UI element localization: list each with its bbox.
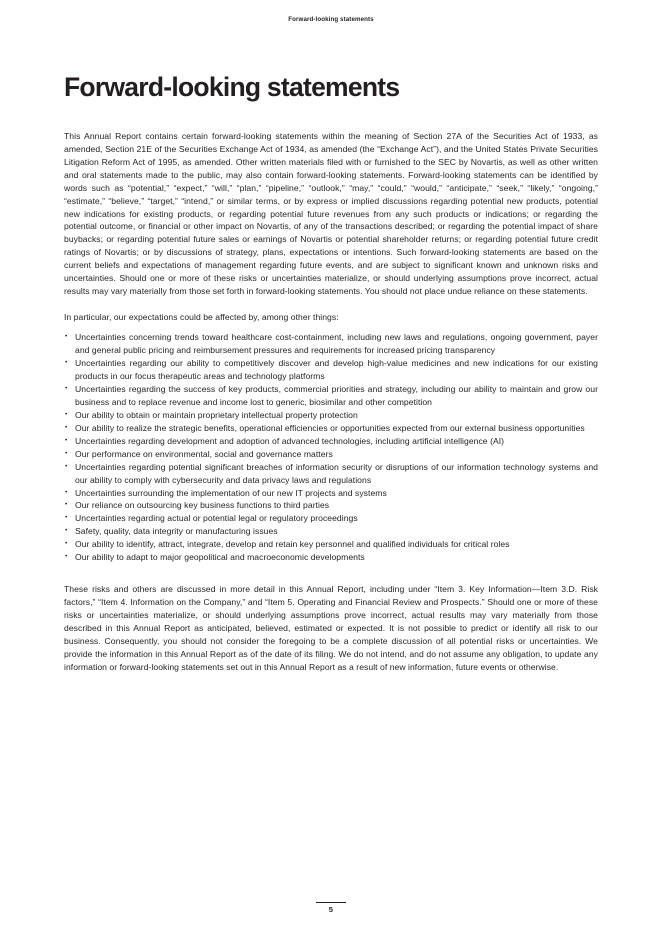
- risk-factors-list: [64, 331, 598, 564]
- list-item: • Uncertainties regarding potential significant breaches of information security or disruptions of our information technology systems and our ability to comply with cybersecurity and data privacy laws and regulations: [64, 461, 598, 487]
- list-lead-in-paragraph: In particular, our expectations could be affected by, among other things:: [64, 312, 339, 323]
- list-item: • Uncertainties regarding actual or potential legal or regulatory proceedings: [64, 512, 598, 525]
- page-content: [64, 0, 598, 674]
- page-footer: [0, 902, 662, 914]
- list-item: • Our performance on environmental, social and governance matters: [64, 448, 598, 461]
- closing-paragraph: These risks and others are discussed in more detail in this Annual Report, including under “Item 3. Key Information—Item 3.D. Risk factors,” “Item 4. Information on the Company,” and “Item 5. Operating and Financial Review and Prospects.” Should one or more of these risks or uncertainties materialize, or should underlying assumptions prove incorrect, actual results may vary materially from those described in this Annual Report as anticipated, believed, estimated or expected. It is not possible to predict or identify all risk to our business. Consequently, you should not consider the foregoing to be a complete discussion of all potential risks or uncertainties. We provide the information in this Annual Report as of the date of its filing. We do not intend, and do not assume any obligation, to update any information or forward-looking statements set out in this Annual Report as a result of new information, future events or otherwise.: [64, 584, 598, 672]
- closing-block: [64, 583, 598, 674]
- list-item: • Uncertainties regarding our ability to competitively discover and develop high-value medicines and new indications for our existing products in our focus therapeutic areas and technology platforms: [64, 357, 598, 383]
- list-item: • Uncertainties concerning trends toward healthcare cost-containment, including new laws and regulations, ongoing government, payer and general public pricing and reimbursement pressures and requirements for increased pricing transparency: [64, 331, 598, 357]
- intro-paragraph: This Annual Report contains certain forward-looking statements within the meaning of Section 27A of the Securities Act of 1933, as amended, Section 21E of the Securities Exchange Act of 1934, as amended (the “Exchange Act”), and the United States Private Securities Litigation Reform Act of 1995, as amended. Other written materials filed with or furnished to the SEC by Novartis, as well as other written and oral statements made to the public, may also contain forward-looking statements. Forward-looking statements can be identified by words such as “potential,” “expect,” “will,” “plan,” “pipeline,” “outlook,” “may,” “could,” “would,” “anticipate,” “seek,” “likely,” “ongoing,” “estimate,” “believe,” “target,” “intend,” or similar terms, or by express or implied discussions regarding potential new products, potential new indications for existing products, or regarding potential future revenues from any such products or indications; or regarding the potential outcome, or financial or other impact on Novartis, of any of the transactions described; or regarding the potential impact of share buybacks; or regarding potential future sales or earnings of Novartis or potential shareholder returns; or regarding potential future credit ratings of Novartis; or by discussions of strategy, plans, expectations or intentions. Such forward-looking statements are based on the current beliefs and expectations of management regarding future events, and are subject to significant known and unknown risks and uncertainties. Should one or more of these risks or uncertainties materialize, or should underlying assumptions prove incorrect, actual results may vary materially from those set forth in forward-looking statements. You should not place undue reliance on these statements.: [64, 130, 598, 297]
- page-title: Forward-looking statements: [64, 72, 400, 102]
- list-item: • Our ability to identify, attract, integrate, develop and retain key personnel and qualified individuals for critical roles: [64, 538, 598, 551]
- list-item: • Uncertainties regarding development and adoption of advanced technologies, including artificial intelligence (AI): [64, 435, 598, 448]
- list-item: • Our ability to obtain or maintain proprietary intellectual property protection: [64, 409, 598, 422]
- body-text-block: [64, 130, 598, 674]
- list-item: • Our reliance on outsourcing key business functions to third parties: [64, 499, 598, 512]
- page-number: 5: [328, 905, 334, 914]
- list-item: • Uncertainties surrounding the implementation of our new IT projects and systems: [64, 487, 598, 500]
- list-item: • Our ability to adapt to major geopolitical and macroeconomic developments: [64, 551, 598, 564]
- list-item: • Safety, quality, data integrity or manufacturing issues: [64, 525, 598, 538]
- list-item: • Our ability to realize the strategic benefits, operational efficiencies or opportunities expected from our external business opportunities: [64, 422, 598, 435]
- running-header: Forward-looking statements: [288, 16, 374, 23]
- footer-rule: [316, 902, 346, 903]
- list-item: • Uncertainties regarding the success of key products, commercial priorities and strategy, including our ability to maintain and grow our business and to replace revenue and income lost to generic, biosimilar and other competition: [64, 383, 598, 409]
